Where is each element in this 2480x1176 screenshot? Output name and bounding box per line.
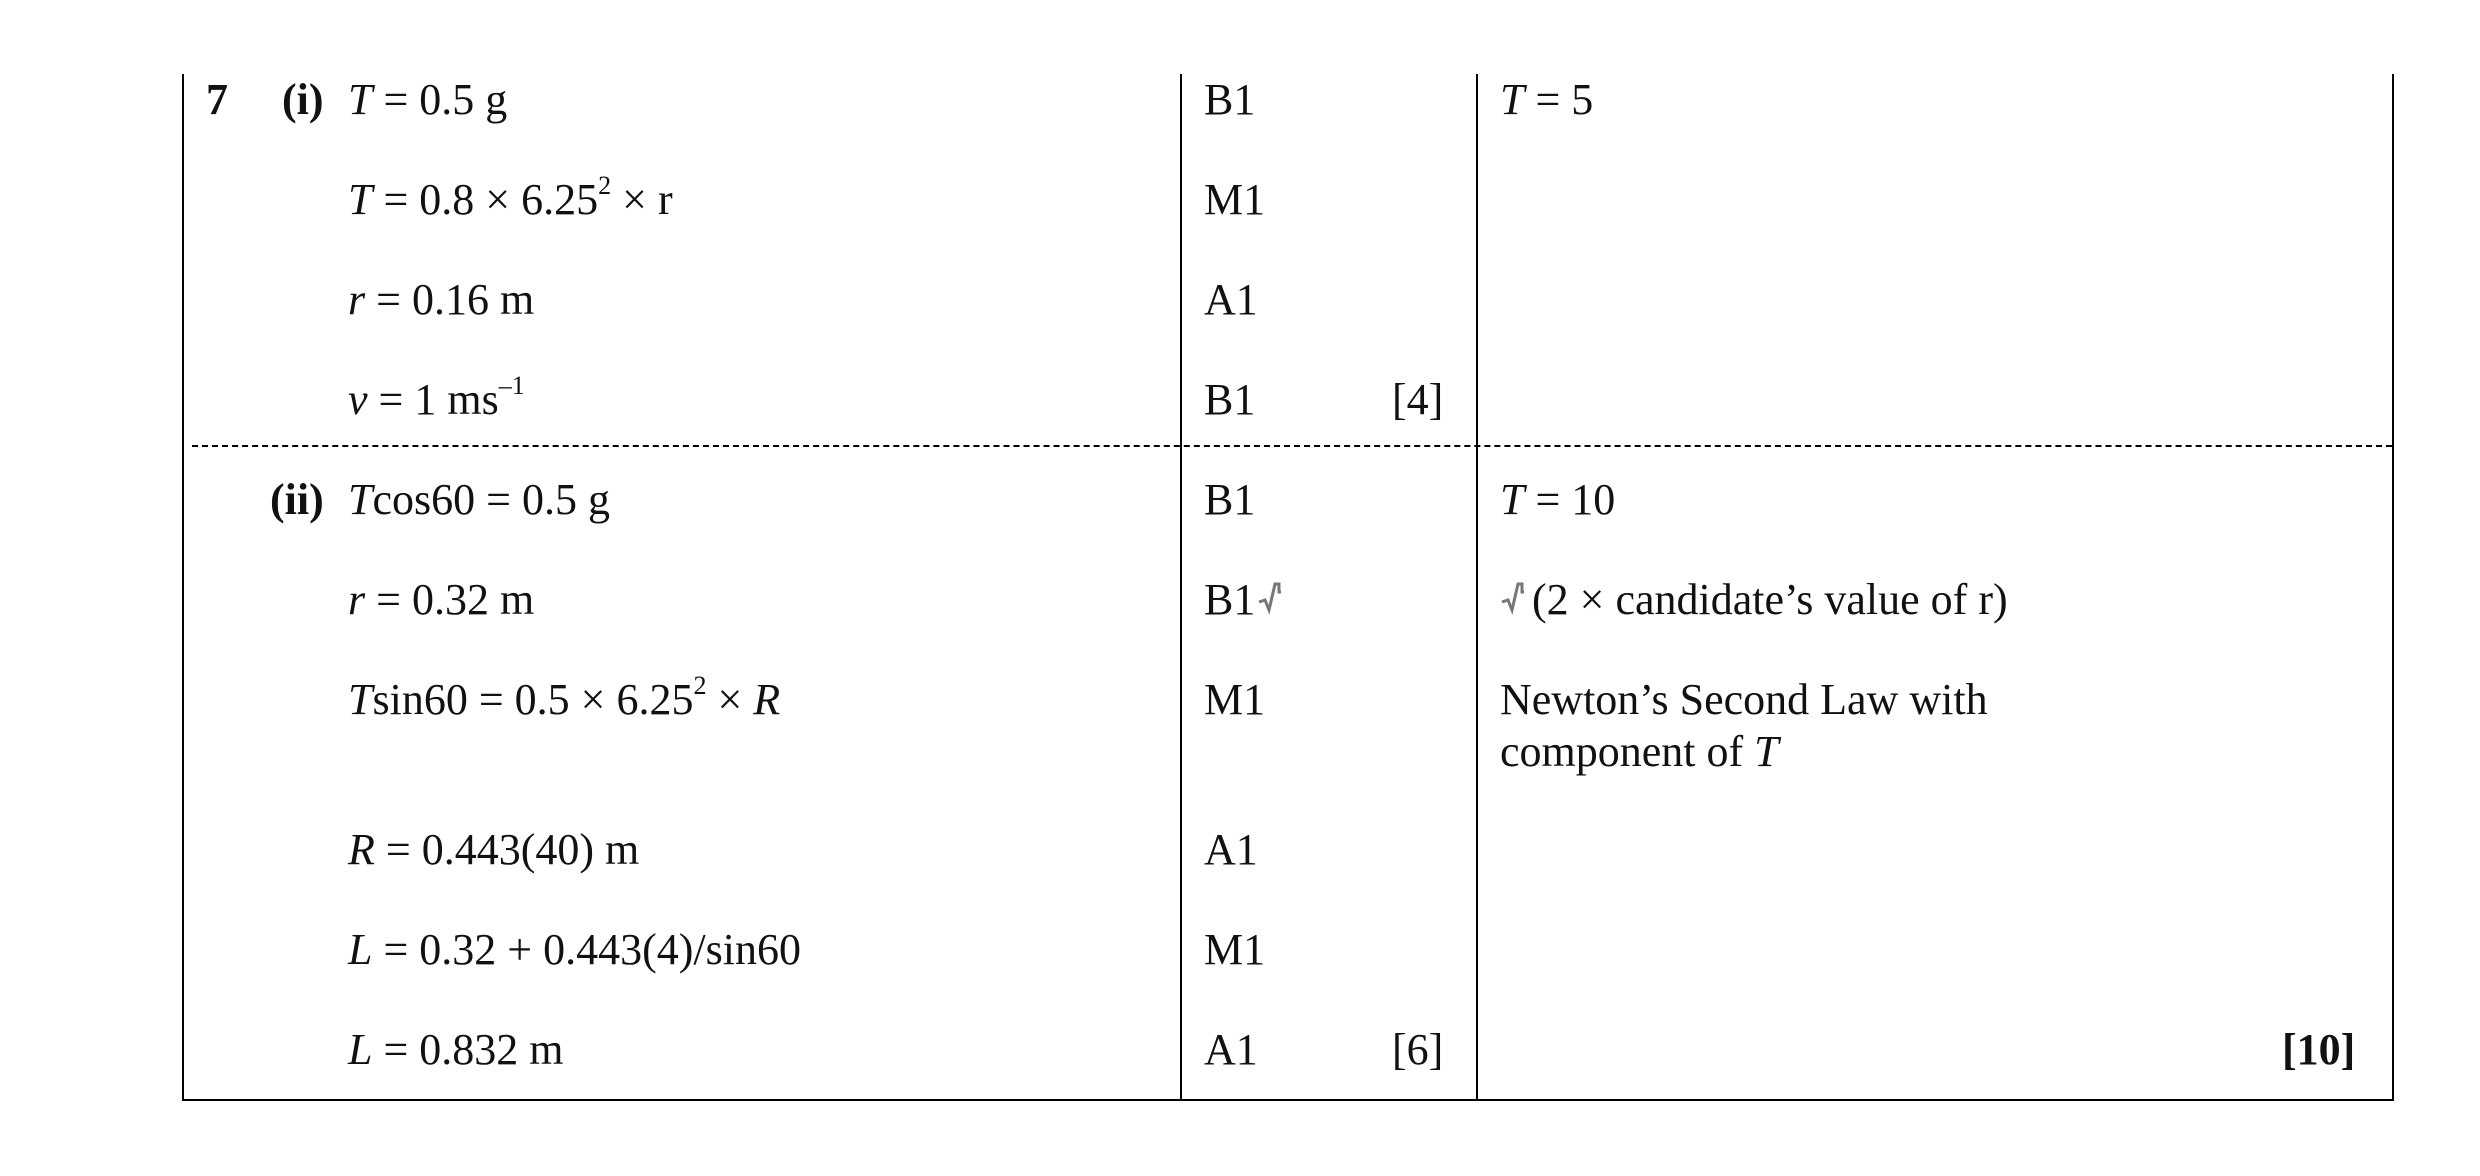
answer-line: r = 0.32 m bbox=[348, 575, 535, 624]
answer-line: r = 0.16 m bbox=[348, 275, 535, 324]
guidance-note: component of T bbox=[1500, 727, 1779, 776]
mark-code: B1 bbox=[1204, 75, 1256, 124]
answer-line: $T = 0.8 \times 6.25^2 \times r$ bbox=[348, 171, 673, 224]
part-label-ii: (ii) bbox=[270, 475, 324, 524]
part-label-i: (i) bbox=[282, 75, 324, 124]
answer-line: L = 0.32 + 0.443(4)/sin60 bbox=[348, 925, 801, 974]
mark-code: B1 bbox=[1204, 574, 1283, 626]
column-divider-guidance bbox=[1476, 74, 1478, 1100]
answer-line: v = 1 $ms^{-1}$ bbox=[348, 371, 525, 424]
answer-line: T = 0.5 g bbox=[348, 75, 508, 124]
answer-line: L = 0.832 m bbox=[348, 1025, 564, 1074]
answer-line: $Tsin60 = 0.5 \times 6.25^2 \times R$ bbox=[348, 671, 781, 724]
guidance-note: Newton’s Second Law with bbox=[1500, 675, 1988, 724]
mark-code: A1 bbox=[1204, 825, 1258, 874]
table-border-right bbox=[2392, 74, 2394, 1100]
follow-through-tick-icon bbox=[1500, 578, 1526, 618]
part-total: [6] bbox=[1392, 1025, 1444, 1074]
mark-code: B1 bbox=[1204, 375, 1256, 424]
answer-line: Tcos60 = 0.5 g bbox=[348, 475, 610, 524]
mark-code: M1 bbox=[1204, 675, 1266, 724]
table-border-left bbox=[182, 74, 184, 1100]
follow-through-tick-icon bbox=[1257, 578, 1283, 618]
question-number: 7 bbox=[206, 75, 228, 124]
column-divider-marks bbox=[1180, 74, 1182, 1100]
mark-code: A1 bbox=[1204, 1025, 1258, 1074]
guidance-note: T = 5 bbox=[1500, 75, 1594, 124]
mark-code: M1 bbox=[1204, 175, 1266, 224]
mark-code: B1 bbox=[1204, 475, 1256, 524]
part-separator-dashed-line bbox=[192, 445, 2392, 447]
answer-line: R = 0.443(40) m bbox=[348, 825, 640, 874]
mark-code: M1 bbox=[1204, 925, 1266, 974]
question-total: [10] bbox=[2282, 1025, 2356, 1074]
guidance-note: (2 × candidate’s value of r) bbox=[1500, 574, 2008, 626]
guidance-note: T = 10 bbox=[1500, 475, 1616, 524]
table-border-bottom bbox=[182, 1099, 2394, 1101]
part-total: [4] bbox=[1392, 375, 1444, 424]
mark-code: A1 bbox=[1204, 275, 1258, 324]
